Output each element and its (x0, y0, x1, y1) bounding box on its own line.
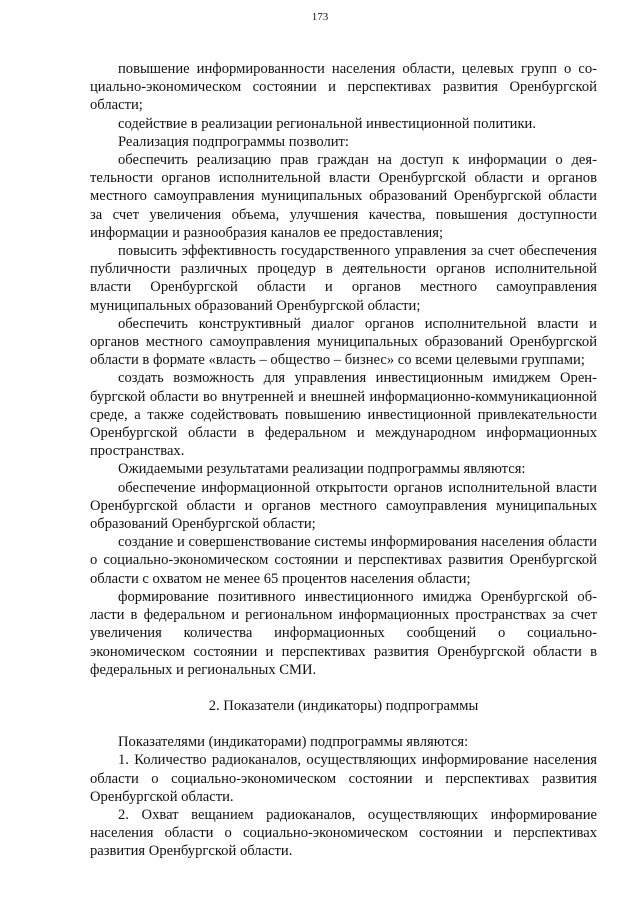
paragraph: содействие в реализации региональной инвестиционной политики. (118, 115, 537, 132)
section-heading: 2. Показатели (индикаторы) подпрограммы (208, 697, 479, 714)
paragraph: повышение информированности населения области, целевых групп о социально-экономическом состоянии и перспективах развития Оренбургской области; (90, 61, 597, 114)
paragraph: 1. Количество радиоканалов, осуществляющих информирование населения области о социально-экономическом состоянии и перспективах развития Оренбургской области. (90, 752, 597, 805)
paragraph: формирование позитивного инвестиционного имиджа Оренбургской области в федеральном и региональном информационных пространствах за счет увеличения количества информационных сообщений о социально-экономическом состоянии и перспективах развития Оренбургской области в федеральных и региональных СМИ. (90, 588, 597, 678)
paragraph: обеспечить конструктивный диалог органов исполнительной власти и органов местного самоуправления муниципальных образований Оренбургской области в формате «власть – общество – бизнес» со всеми целевыми группами; (90, 315, 597, 369)
document-body (90, 60, 597, 861)
paragraph: создание и совершенствование системы информирования населения области о социально-экономическом состоянии и перспективах развития Оренбургской области с охватом не менее 65 процентов населения области; (90, 534, 597, 587)
paragraph: Реализация подпрограммы позволит: (118, 133, 349, 150)
paragraph: повысить эффективность государственного управления за счет обеспечения публичности различных процедур в деятельности органов исполнительной власти Оренбургской области и органов местного самоуправления муниципальных образований Оренбургской области; (90, 243, 597, 314)
paragraph: создать возможность для управления инвестиционным имиджем Оренбургской области во внутренней и внешней информационно-коммуникационной среде, а также содействовать повышению инвестиционной привлекательности Оренбургской области в федеральном и международном информационных пространствах. (90, 370, 597, 460)
paragraph: Показателями (индикаторами) подпрограммы являются: (118, 734, 469, 751)
paragraph: 2. Охват вещанием радиоканалов, осуществляющих информирование населения области о социально-экономическом состоянии и перспективах развития Оренбургской области. (90, 806, 597, 860)
paragraph: обеспечение информационной открытости органов исполнительной власти Оренбургской области и органов местного самоуправления муниципальных образований Оренбургской области; (90, 479, 597, 533)
paragraph: Ожидаемыми результатами реализации подпрограммы являются: (118, 461, 526, 478)
paragraph: обеспечить реализацию прав граждан на доступ к информации о деятельности органов исполнительной власти Оренбургской области и органов местного самоуправления муниципальных образований Оренбургской области за счет увеличения объема, улучшения качества, повышения доступности информации и разнообразия каналов ее предоставления; (90, 152, 597, 241)
page-number: 173 (311, 11, 329, 23)
